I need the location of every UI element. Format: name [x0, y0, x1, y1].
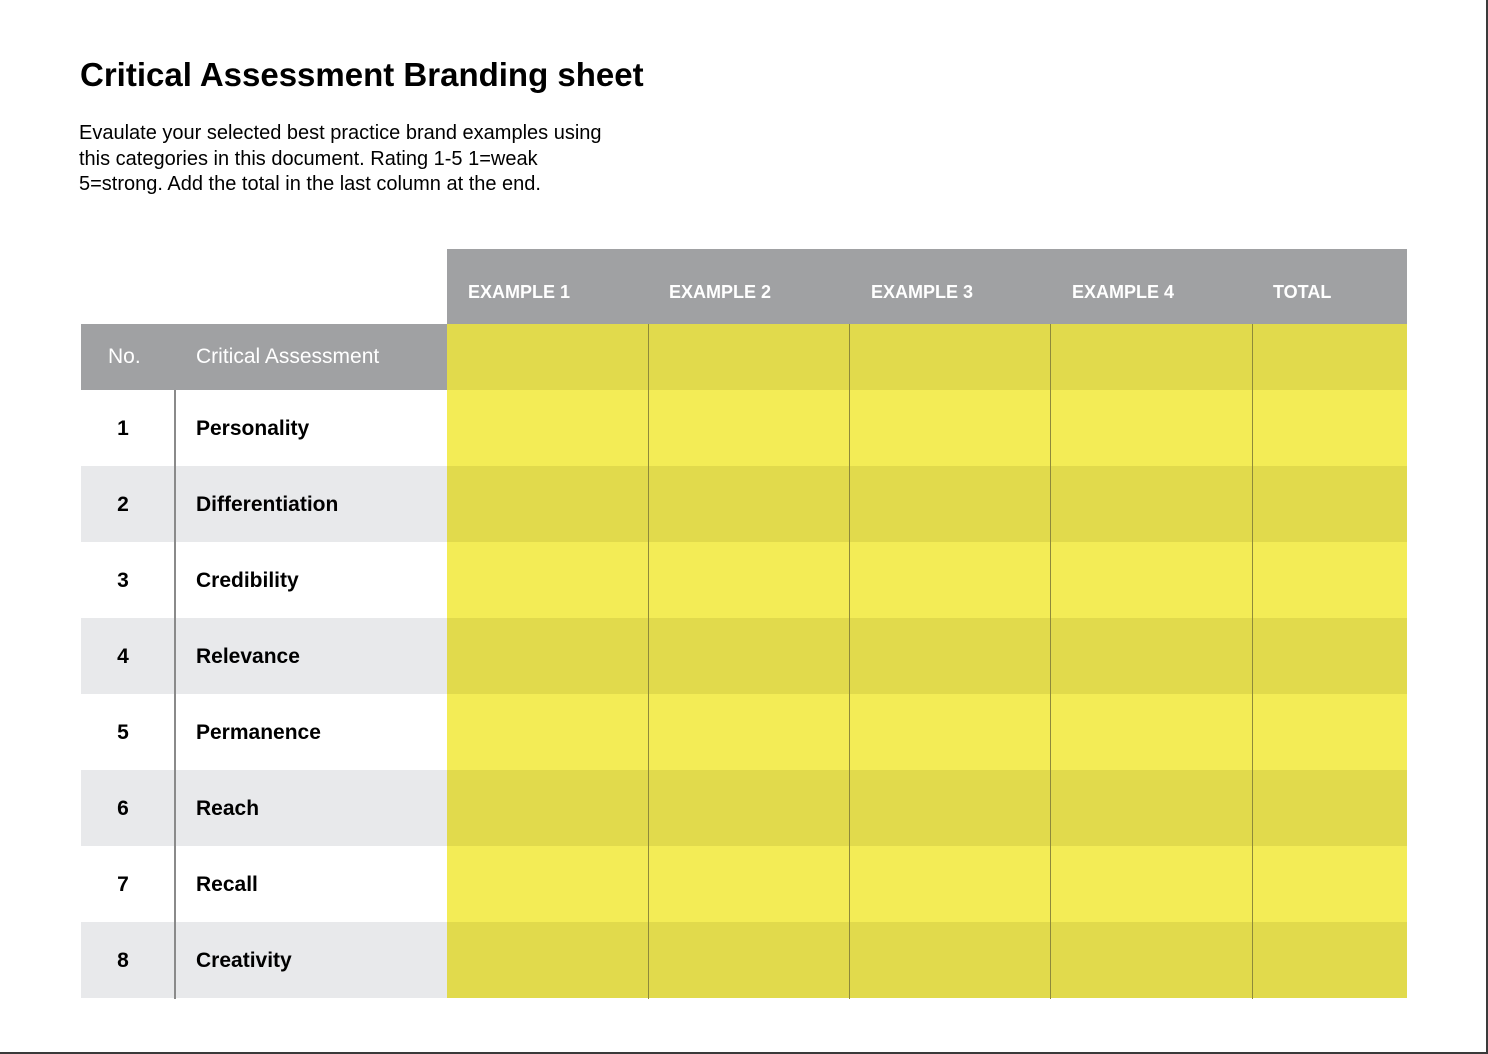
criterion-label: Relevance — [196, 645, 300, 668]
column-header-example-3: EXAMPLE 3 — [871, 282, 974, 302]
score-row[interactable] — [447, 922, 1407, 998]
score-row[interactable] — [447, 770, 1407, 846]
column-header-example-4: EXAMPLE 4 — [1072, 282, 1175, 302]
criterion-label: Personality — [196, 417, 310, 440]
column-header-example-2: EXAMPLE 2 — [669, 282, 772, 302]
criterion-label: Differentiation — [196, 493, 339, 516]
row-number: 6 — [117, 797, 129, 820]
criterion-label: Permanence — [196, 721, 321, 744]
column-divider — [849, 324, 850, 999]
column-header-total: TOTAL — [1273, 282, 1332, 302]
score-row[interactable] — [447, 390, 1407, 466]
intro-line: this categories in this document. Rating 1-5 1=weak — [79, 147, 538, 170]
page-title: Critical Assessment Branding sheet — [80, 56, 644, 93]
score-row[interactable] — [447, 466, 1407, 542]
column-header-example-1: EXAMPLE 1 — [468, 282, 571, 302]
intro-text — [79, 121, 659, 198]
row-number: 8 — [117, 949, 129, 972]
criterion-label: Credibility — [196, 569, 299, 592]
score-row[interactable] — [447, 846, 1407, 922]
intro-line: Evaulate your selected best practice brand examples using — [79, 122, 602, 144]
column-divider — [648, 324, 649, 999]
no-column-header: No. — [108, 345, 141, 368]
criterion-label: Recall — [196, 873, 258, 896]
criterion-label: Creativity — [196, 949, 292, 972]
row-number: 7 — [117, 873, 129, 896]
critical-assessment-column-header: Critical Assessment — [196, 345, 380, 368]
column-divider — [1252, 324, 1253, 999]
row-number: 3 — [117, 569, 129, 592]
score-header-row — [447, 324, 1407, 390]
row-number: 1 — [117, 417, 129, 440]
row-number: 4 — [117, 645, 129, 668]
score-row[interactable] — [447, 694, 1407, 770]
criterion-label: Reach — [196, 797, 260, 820]
score-row[interactable] — [447, 542, 1407, 618]
intro-line: 5=strong. Add the total in the last column at the end. — [79, 173, 541, 195]
row-number: 2 — [117, 493, 129, 516]
row-number: 5 — [117, 721, 129, 744]
number-column-divider — [174, 390, 176, 999]
column-divider — [1050, 324, 1051, 999]
score-row[interactable] — [447, 618, 1407, 694]
